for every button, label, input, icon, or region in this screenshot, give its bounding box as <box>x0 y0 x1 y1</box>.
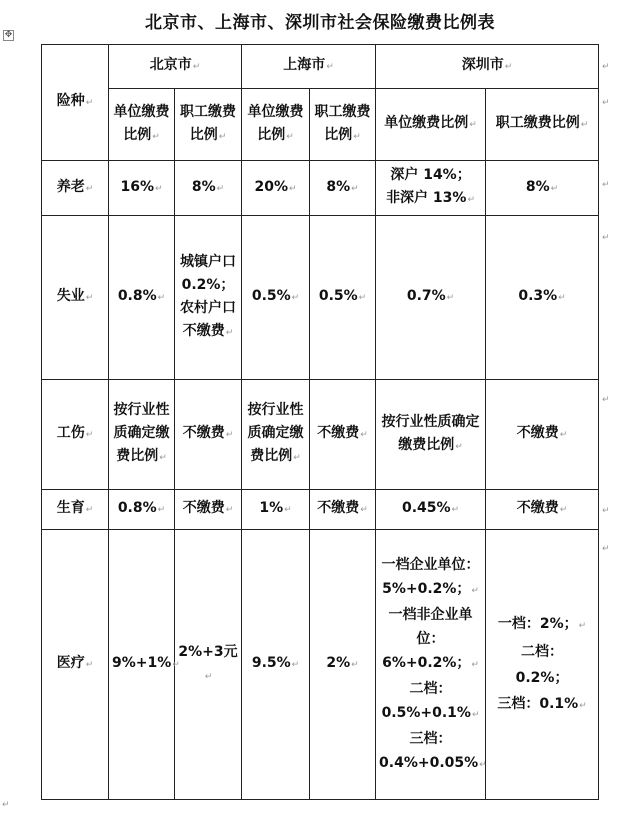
cell-bj-employee: 2%+3元↵ <box>175 530 242 800</box>
row-end-mark: ↵ <box>602 180 610 190</box>
table-row <box>42 380 599 490</box>
header-sz-employee: 职工缴费比例↵ <box>486 89 599 161</box>
cell-bj-employer: 0.8%↵ <box>109 490 175 530</box>
table-row <box>42 530 599 800</box>
cell-bj-employee: 不缴费↵ <box>175 490 242 530</box>
row-end-mark: ↵ <box>602 98 610 108</box>
cell-sz-employee: 0.3%↵ <box>486 216 599 380</box>
cell-sh-employer: 0.5%↵ <box>242 216 310 380</box>
cell-bj-employer: 16%↵ <box>109 161 175 216</box>
insurance-table <box>41 44 599 800</box>
row-type: 工伤↵ <box>42 380 109 490</box>
row-type: 生育↵ <box>42 490 109 530</box>
cell-sz-employer: 深户 14%； 非深户 13%↵ <box>376 161 486 216</box>
cell-bj-employee: 城镇户口 0.2%； 农村户口不缴费↵ <box>175 216 242 380</box>
row-end-mark: ↵ <box>602 506 610 516</box>
cell-sh-employee: 2%↵ <box>310 530 376 800</box>
page-title: 北京市、上海市、深圳市社会保险缴费比例表 <box>145 13 495 33</box>
cell-bj-employer: 按行业性质确定缴费比例↵ <box>109 380 175 490</box>
cell-sh-employee: 8%↵ <box>310 161 376 216</box>
cell-sh-employer: 按行业性质确定缴费比例↵ <box>242 380 310 490</box>
cell-sz-employer: 按行业性质确定缴费比例↵ <box>376 380 486 490</box>
row-end-mark: ↵ <box>602 395 610 405</box>
cell-sz-employer: 0.45%↵ <box>376 490 486 530</box>
city-header-row <box>42 45 599 89</box>
row-end-mark: ↵ <box>602 233 610 243</box>
table-row <box>42 216 599 380</box>
cell-sz-employee: 一档：2%；↵ 二档： 0.2%； 三档：0.1%↵ <box>486 530 599 800</box>
city-shenzhen: 深圳市↵ <box>376 45 599 89</box>
cell-sh-employer: 1%↵ <box>242 490 310 530</box>
cell-sz-employer: 一档企业单位： 5%+0.2%；↵ 一档非企业单位： 6%+0.2%；↵ 二档： 0.5%+0.1%↵ 三档： 0.4%+0.05%↵ <box>376 530 486 800</box>
header-sh-employee: 职工缴费比例↵ <box>310 89 376 161</box>
row-end-mark: ↵ <box>602 62 610 72</box>
header-bj-employer: 单位缴费比例↵ <box>109 89 175 161</box>
table-move-handle-icon[interactable]: ✥ <box>4 30 13 40</box>
insurance-type-header: 险种↵ <box>42 45 109 161</box>
header-bj-employee: 职工缴费比例↵ <box>175 89 242 161</box>
cell-sz-employee: 不缴费↵ <box>486 490 599 530</box>
paragraph-end-mark: ↵ <box>2 800 10 810</box>
table-row <box>42 161 599 216</box>
row-end-mark: ↵ <box>602 544 610 554</box>
row-type: 养老↵ <box>42 161 109 216</box>
cell-bj-employer: 9%+1%↵ <box>109 530 175 800</box>
table-row <box>42 490 599 530</box>
header-sh-employer: 单位缴费比例↵ <box>242 89 310 161</box>
city-beijing: 北京市↵ <box>109 45 242 89</box>
city-shanghai: 上海市↵ <box>242 45 376 89</box>
cell-sh-employee: 不缴费↵ <box>310 380 376 490</box>
cell-sh-employee: 0.5%↵ <box>310 216 376 380</box>
cell-bj-employee: 8%↵ <box>175 161 242 216</box>
cell-bj-employee: 不缴费↵ <box>175 380 242 490</box>
cell-sz-employee: 不缴费↵ <box>486 380 599 490</box>
row-type: 医疗↵ <box>42 530 109 800</box>
cell-sz-employer: 0.7%↵ <box>376 216 486 380</box>
cell-sh-employer: 20%↵ <box>242 161 310 216</box>
cell-sh-employee: 不缴费↵ <box>310 490 376 530</box>
cell-bj-employer: 0.8%↵ <box>109 216 175 380</box>
cell-sz-employee: 8%↵ <box>486 161 599 216</box>
header-sz-employer: 单位缴费比例↵ <box>376 89 486 161</box>
cell-sh-employer: 9.5%↵ <box>242 530 310 800</box>
ratio-header-row <box>42 89 599 161</box>
row-type: 失业↵ <box>42 216 109 380</box>
